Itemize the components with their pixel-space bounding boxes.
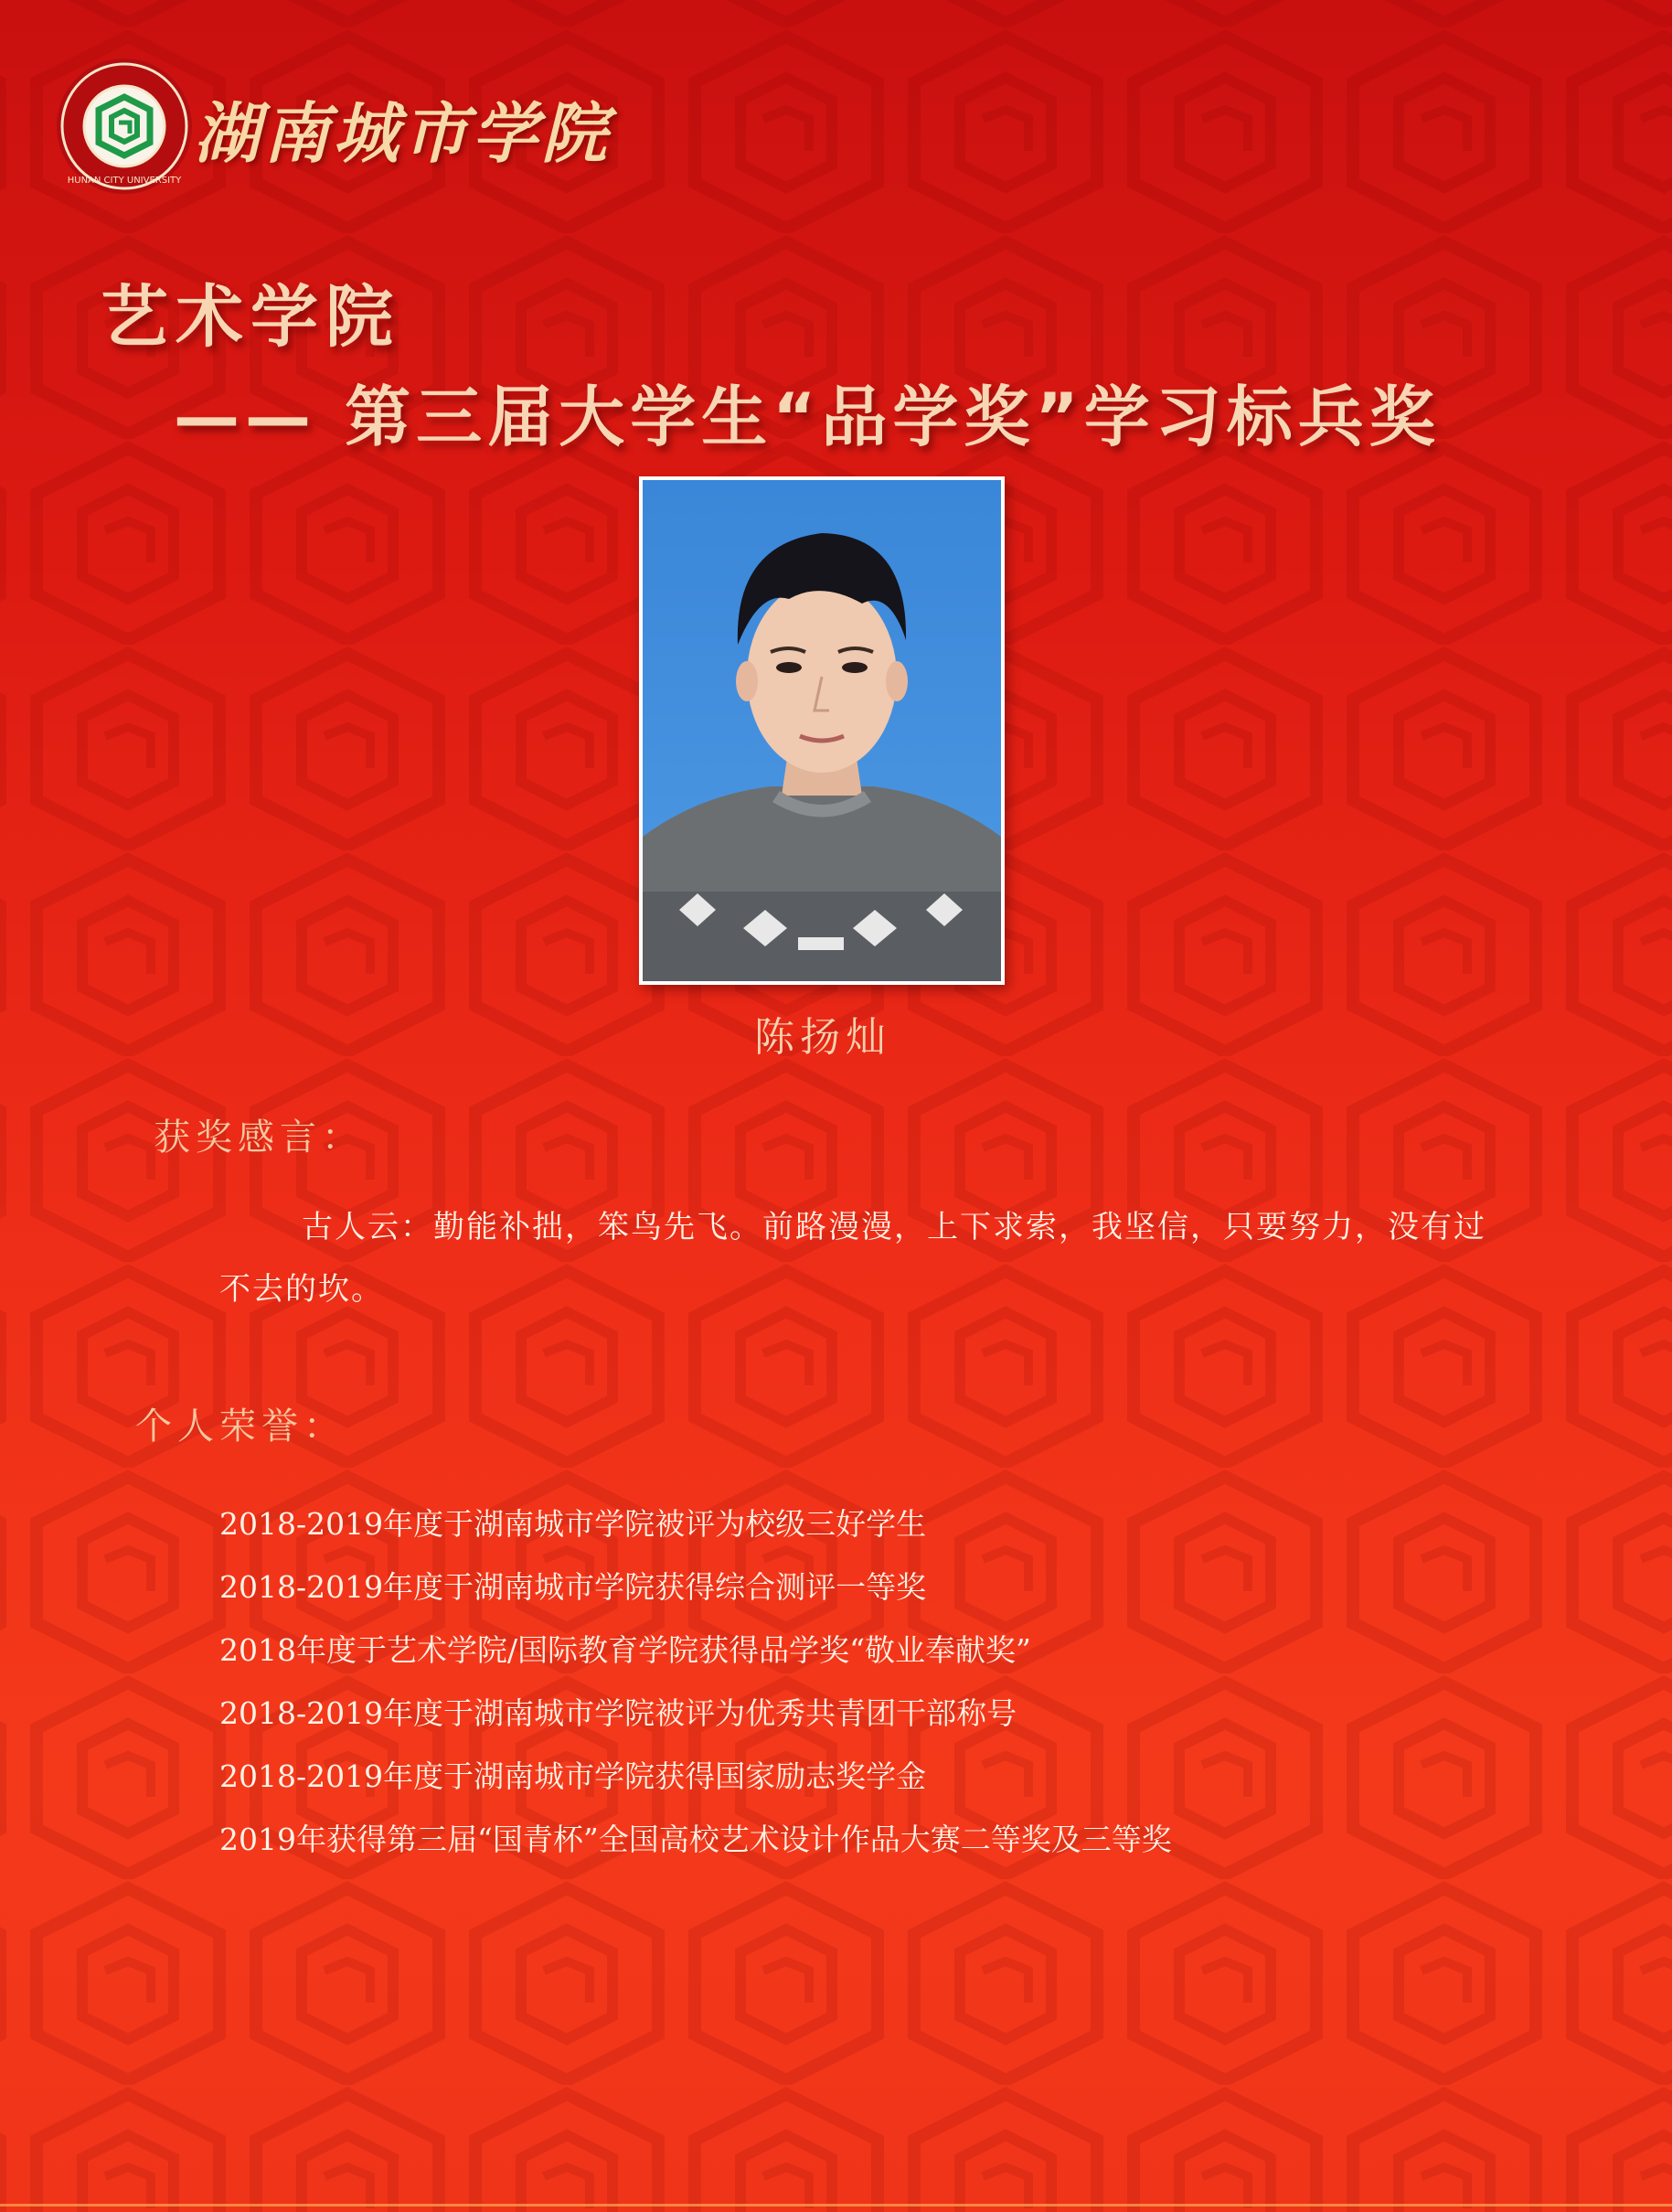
honors-heading: 个人荣誉： <box>135 1405 346 1448</box>
portrait-image <box>643 480 1001 981</box>
speech-text: 古人云：勤能补拙，笨鸟先飞。前路漫漫，上下求索，我坚信，只要努力，没有过不去的坎。 <box>219 1209 1486 1308</box>
speech-heading: 获奖感言： <box>154 1117 364 1159</box>
award-title: —— 第三届大学生“品学奖”学习标兵奖 <box>174 379 1441 455</box>
student-photo <box>639 476 1005 985</box>
honor-item: 2018-2019年度于湖南城市学院获得综合测评一等奖 <box>219 1569 927 1605</box>
logo-ring-text: HUNAN CITY UNIVERSITY <box>67 176 182 186</box>
honor-item: 2018年度于艺术学院/国际教育学院获得品学奖“敬业奉献奖” <box>219 1632 1031 1668</box>
college-title: 艺术学院 <box>101 278 400 357</box>
university-name-logo: 湖南城市学院 <box>194 94 612 172</box>
honor-item: 2018-2019年度于湖南城市学院被评为校级三好学生 <box>219 1506 927 1542</box>
honor-item: 2018-2019年度于湖南城市学院被评为优秀共青团干部称号 <box>219 1695 1017 1731</box>
honors-list <box>219 1492 1172 1871</box>
honor-item: 2019年获得第三届“国青杯”全国高校艺术设计作品大赛二等奖及三等奖 <box>219 1822 1172 1857</box>
university-logo-icon <box>55 57 194 196</box>
honor-item: 2018-2019年度于湖南城市学院获得国家励志奖学金 <box>219 1758 927 1794</box>
student-name: 陈扬灿 <box>754 1014 891 1061</box>
bottom-border <box>0 2204 1672 2207</box>
